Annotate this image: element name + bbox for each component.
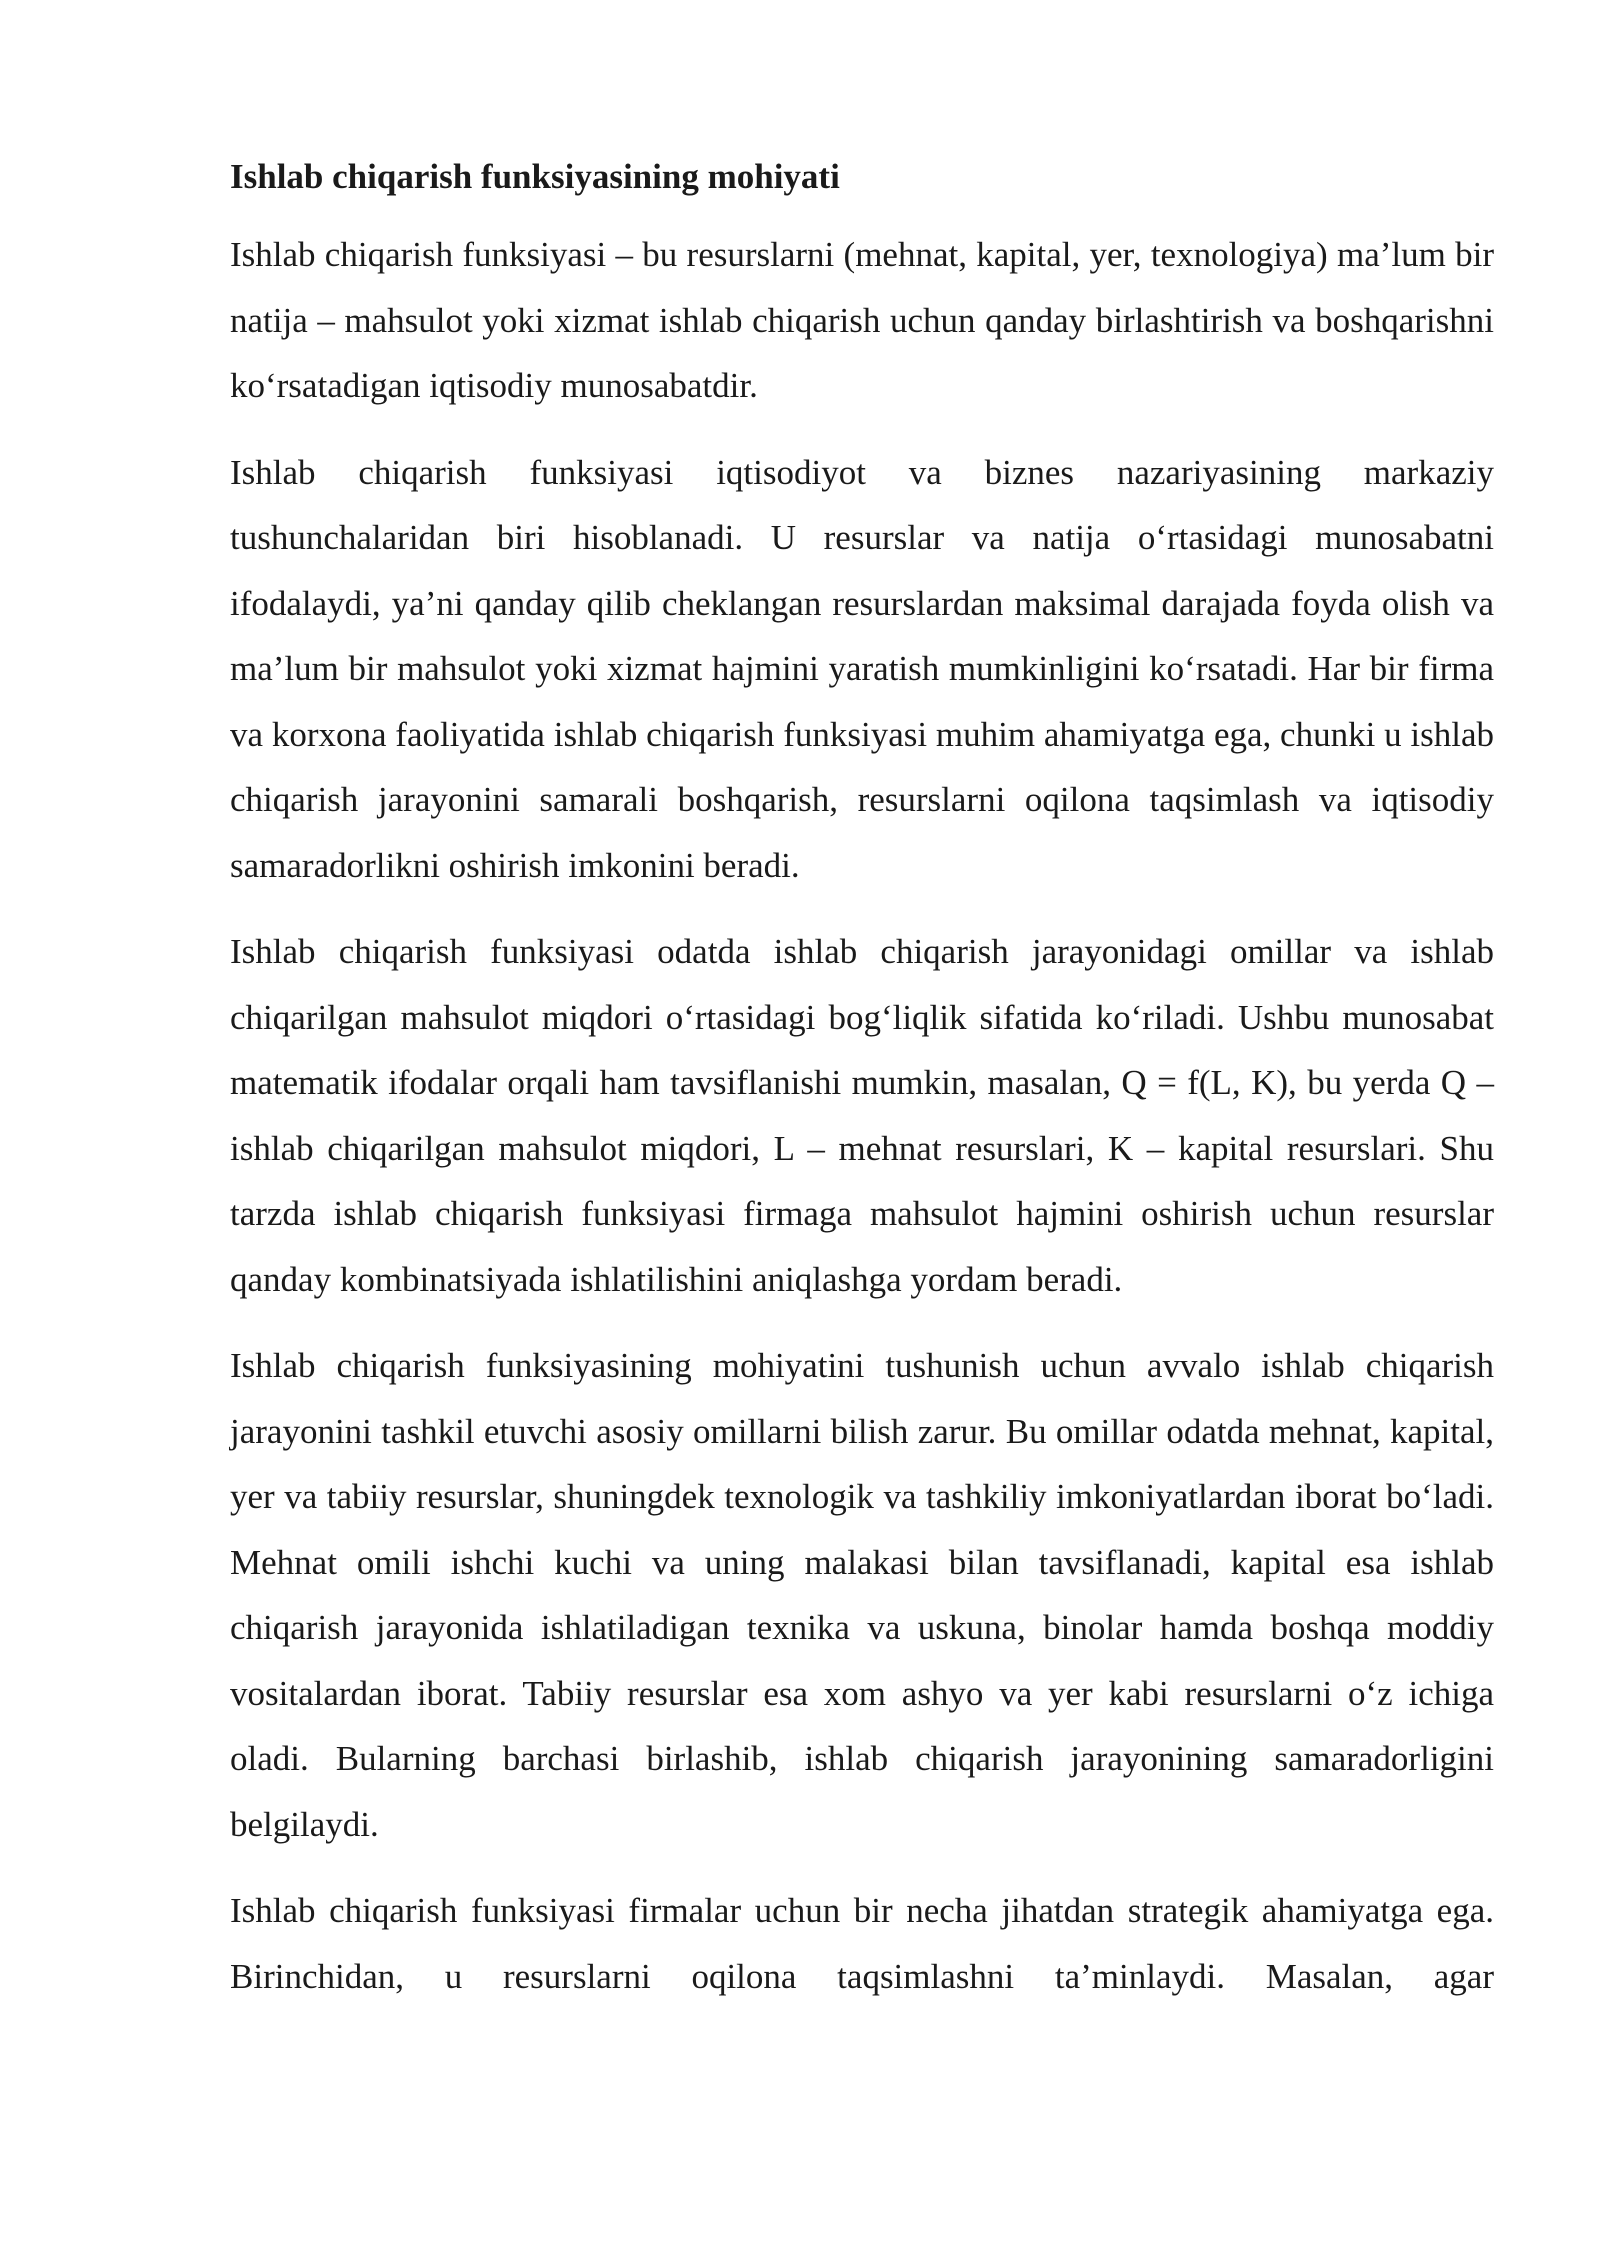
- document-title: Ishlab chiqarish funksiyasining mohiyati: [230, 157, 840, 196]
- paragraph-1: Ishlab chiqarish funksiyasi – bu resurslarni (mehnat, kapital, yer, texnologiya) ma’lum bir natija – mahsulot yoki xizmat ishlab chiqarish uchun qanday birlashtirish va boshqarishni ko‘rsatadigan iqtisodiy munosabatdir.: [230, 235, 1494, 405]
- paragraph-2: Ishlab chiqarish funksiyasi iqtisodiyot va biznes nazariyasining markaziy tushunchalaridan biri hisoblanadi. U resurslar va natija o‘rtasidagi munosabatni ifodalaydi, ya’ni qanday qilib cheklangan resurslardan maksimal darajada foyda olish va ma’lum bir mahsulot yoki xizmat hajmini yaratish mumkinligini ko‘rsatadi. Har bir firma va korxona faoliyatida ishlab chiqarish funksiyasi muhim ahamiyatga ega, chunki u ishlab chiqarish jarayonini samarali boshqarish, resurslarni oqilona taqsimlash va iqtisodiy samaradorlikni oshirish imkonini beradi.: [230, 452, 1494, 885]
- document-page: [230, 150, 1494, 2030]
- paragraph-4: Ishlab chiqarish funksiyasining mohiyatini tushunish uchun avvalo ishlab chiqarish jarayonini tashkil etuvchi asosiy omillarni bilish zarur. Bu omillar odatda mehnat, kapital, yer va tabiiy resurslar, shuningdek texnologik va tashkiliy imkoniyatlardan iborat bo‘ladi. Mehnat omili ishchi kuchi va uning malakasi bilan tavsiflanadi, kapital esa ishlab chiqarish jarayonida ishlatiladigan texnika va uskuna, binolar hamda boshqa moddiy vositalardan iborat. Tabiiy resurslar esa xom ashyo va yer kabi resurslarni o‘z ichiga oladi. Bularning barchasi birlashib, ishlab chiqarish jarayonining samaradorligini belgilaydi.: [230, 1346, 1494, 1844]
- paragraph-5: Ishlab chiqarish funksiyasi firmalar uchun bir necha jihatdan strategik ahamiyatga ega. Birinchidan, u resurslarni oqilona taqsimlashni ta’minlaydi. Masalan, agar: [230, 1891, 1494, 1996]
- paragraph-3: Ishlab chiqarish funksiyasi odatda ishlab chiqarish jarayonidagi omillar va ishlab chiqarilgan mahsulot miqdori o‘rtasidagi bog‘liqlik sifatida ko‘riladi. Ushbu munosabat matematik ifodalar orqali ham tavsiflanishi mumkin, masalan, Q = f(L, K), bu yerda Q – ishlab chiqarilgan mahsulot miqdori, L – mehnat resurslari, K – kapital resurslari. Shu tarzda ishlab chiqarish funksiyasi firmaga mahsulot hajmini oshirish uchun resurslar qanday kombinatsiyada ishlatilishini aniqlashga yordam beradi.: [230, 932, 1494, 1299]
